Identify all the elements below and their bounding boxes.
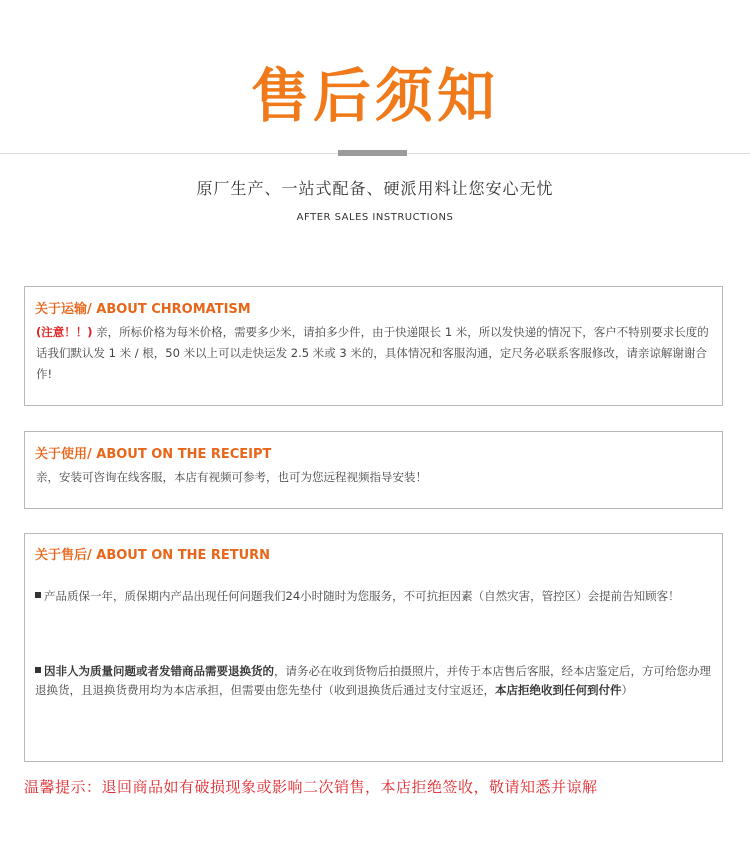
return-item-warranty [35, 587, 711, 606]
usage-section [24, 431, 723, 509]
shipping-title-cn: 关于运输/ [35, 302, 92, 317]
return-item-exchange [35, 662, 711, 700]
shipping-section-title [35, 301, 251, 319]
page-subtitle: 原厂生产、一站式配备、硬派用料让您安心无忧 [196, 179, 554, 198]
return-item-exchange-bold: 因非人为质量问题或者发错商品需要退换货的 [44, 664, 274, 678]
page-subtitle-en: AFTER SALES INSTRUCTIONS [296, 212, 454, 223]
page-title: 售后须知 [250, 62, 499, 130]
shipping-section [24, 286, 723, 406]
return-item-exchange-close: ） [621, 683, 633, 697]
usage-title-en: ABOUT ON THE RECEIPT [91, 447, 272, 462]
shipping-text: 亲，所标价格为每米价格，需要多少米，请拍多少件，由于快递限长 1 米，所以发快递的情况下，客户不特别要求长度的话我们默认发 1 米 / 根，50 米以上可以走快运发 2.5 米或 3 米的，具体情况和客服沟通，定尺务必联系客服修改，请亲谅解谢谢合作! [36, 325, 709, 381]
return-title-en: ABOUT ON THE RETURN [91, 548, 271, 563]
return-item-warranty-text: 产品质保一年，质保期内产品出现任何问题我们24小时随时为您服务，不可抗拒因素（自然灾害，管控区）会提前告知顾客！ [44, 589, 680, 603]
shipping-title-en: ABOUT CHROMATISM [91, 302, 251, 317]
usage-title-cn: 关于使用/ [35, 447, 92, 462]
return-item-exchange-bold-end: 本店拒绝收到任何到付件 [495, 683, 622, 697]
usage-body: 亲，安装可咨询在线客服，本店有视频可参考，也可为您远程视频指导安装！ [36, 470, 427, 484]
shipping-notice: (注意！！) [36, 325, 93, 339]
usage-section-title [35, 446, 271, 464]
return-item-exchange-text: ，请务必在收到货物后拍摄照片，并传于本店售后客服，经本店鉴定后，方可给您办理退换货，且退换货费用均为本店承担，但需要由您先垫付（收到退换货后通过支付宝返还， [35, 664, 711, 697]
return-section-title [35, 547, 270, 565]
bullet-square-icon [35, 667, 41, 673]
header-accent-bar [338, 150, 407, 156]
return-title-cn: 关于售后/ [35, 548, 92, 563]
bullet-square-icon [35, 592, 41, 598]
return-section [24, 533, 723, 762]
footer-reminder: 温馨提示：退回商品如有破损现象或影响二次销售，本店拒绝签收，敬请知悉并谅解 [24, 778, 598, 796]
shipping-body [36, 322, 711, 385]
